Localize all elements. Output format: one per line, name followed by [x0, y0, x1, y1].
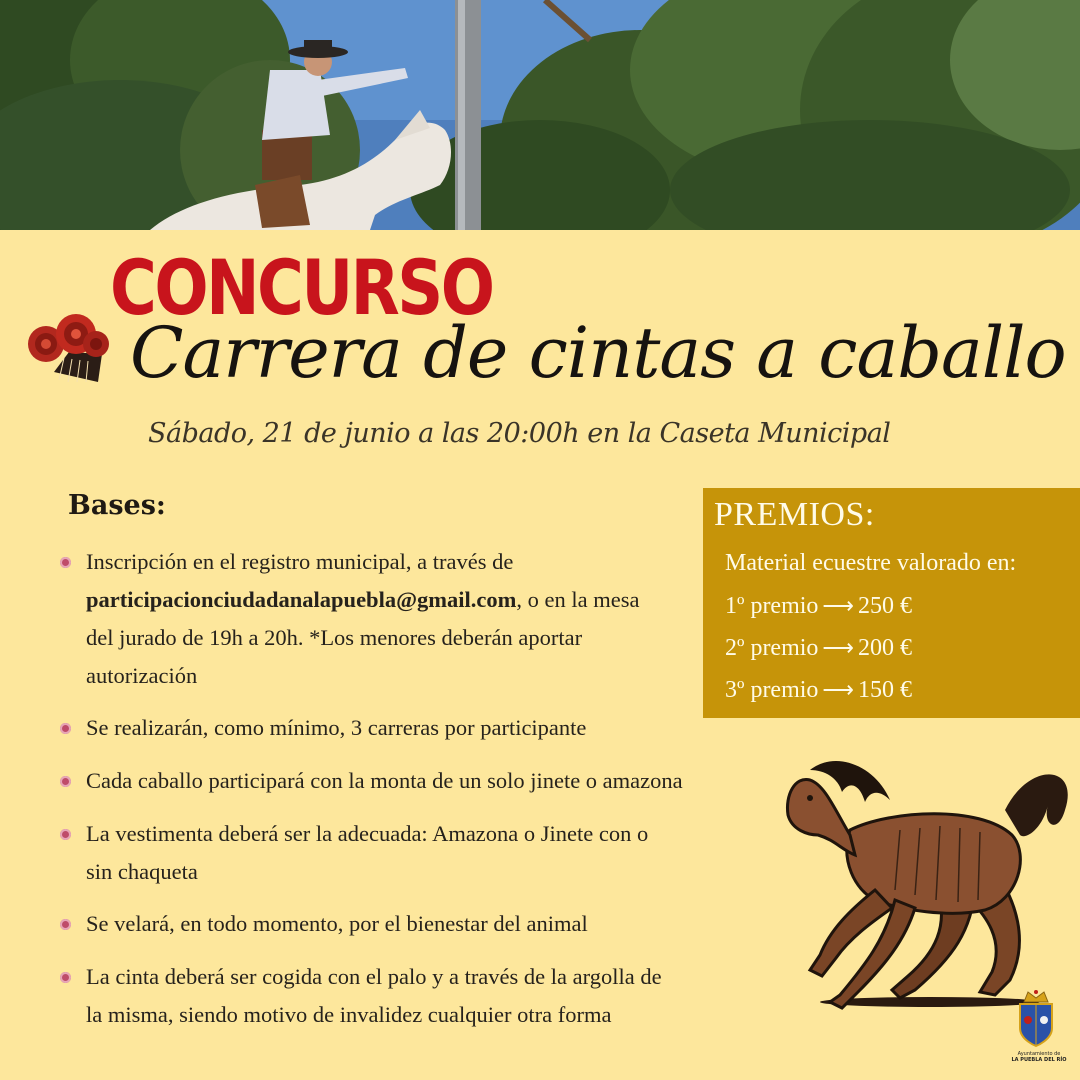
rule-text: , o en la mesa	[516, 587, 640, 612]
rule-text: Se realizarán, como mínimo, 3 carreras por participante	[86, 715, 587, 740]
arrow-icon: ⟶	[822, 677, 854, 702]
prize-amount: 150 €	[857, 677, 912, 703]
rule-text: La cinta deberá ser cogida con el palo y a través de la argolla de	[86, 964, 662, 989]
registration-email: participacionciudadanalapuebla@gmail.com	[86, 587, 517, 612]
bullet-icon	[60, 919, 71, 930]
rule-item	[60, 905, 700, 943]
rule-text: autorización	[86, 663, 198, 688]
arrow-icon: ⟶	[822, 593, 854, 618]
flower-comb-icon	[24, 312, 114, 388]
bullet-icon	[60, 776, 71, 787]
municipal-seal-icon	[1014, 988, 1058, 1052]
title-script: Carrera de cintas a caballo	[130, 312, 1066, 394]
bases-heading: Bases:	[68, 490, 166, 521]
prize-item	[725, 594, 912, 618]
municipal-seal-text: Ayuntamiento de LA PUEBLA DEL RÍO	[1011, 1051, 1067, 1063]
rule-text: Inscripción en el registro municipal, a través de	[86, 549, 514, 574]
bullet-icon	[60, 972, 71, 983]
prize-label: 3º premio	[725, 677, 819, 703]
rule-text: sin chaqueta	[86, 859, 198, 884]
rule-item	[60, 709, 700, 747]
rule-item	[60, 815, 760, 891]
prize-label: 1º premio	[725, 593, 819, 619]
horse-illustration	[780, 740, 1070, 1024]
rule-item	[60, 762, 800, 800]
prizes-box	[703, 488, 1080, 718]
rule-text: Cada caballo participará con la monta de un solo jinete o amazona	[86, 768, 683, 793]
rider-photo-illustration	[0, 0, 1080, 230]
event-date-subtitle: Sábado, 21 de junio a las 20:00h en la Caseta Municipal	[148, 418, 891, 449]
prize-amount: 200 €	[857, 635, 912, 661]
rule-text: Se velará, en todo momento, por el bienestar del animal	[86, 911, 588, 936]
rule-text: La vestimenta deberá ser la adecuada: Amazona o Jinete con o	[86, 821, 649, 846]
prize-item	[725, 678, 912, 702]
prizes-description: Material ecuestre valorado en:	[725, 550, 1017, 576]
bullet-icon	[60, 723, 71, 734]
rule-text: del jurado de 19h a 20h. *Los menores deberán aportar	[86, 625, 583, 650]
prize-label: 2º premio	[725, 635, 819, 661]
prize-amount: 250 €	[857, 593, 912, 619]
rule-text: la misma, siendo motivo de invalidez cualquier otra forma	[86, 1002, 612, 1027]
title-concurso: CONCURSO	[110, 243, 493, 332]
header-photo	[0, 0, 1080, 230]
prize-item	[725, 636, 912, 660]
rule-item	[60, 958, 760, 1034]
bullet-icon	[60, 557, 71, 568]
prizes-title: PREMIOS:	[714, 496, 875, 533]
rule-item	[60, 543, 700, 695]
bullet-icon	[60, 829, 71, 840]
arrow-icon: ⟶	[822, 635, 854, 660]
